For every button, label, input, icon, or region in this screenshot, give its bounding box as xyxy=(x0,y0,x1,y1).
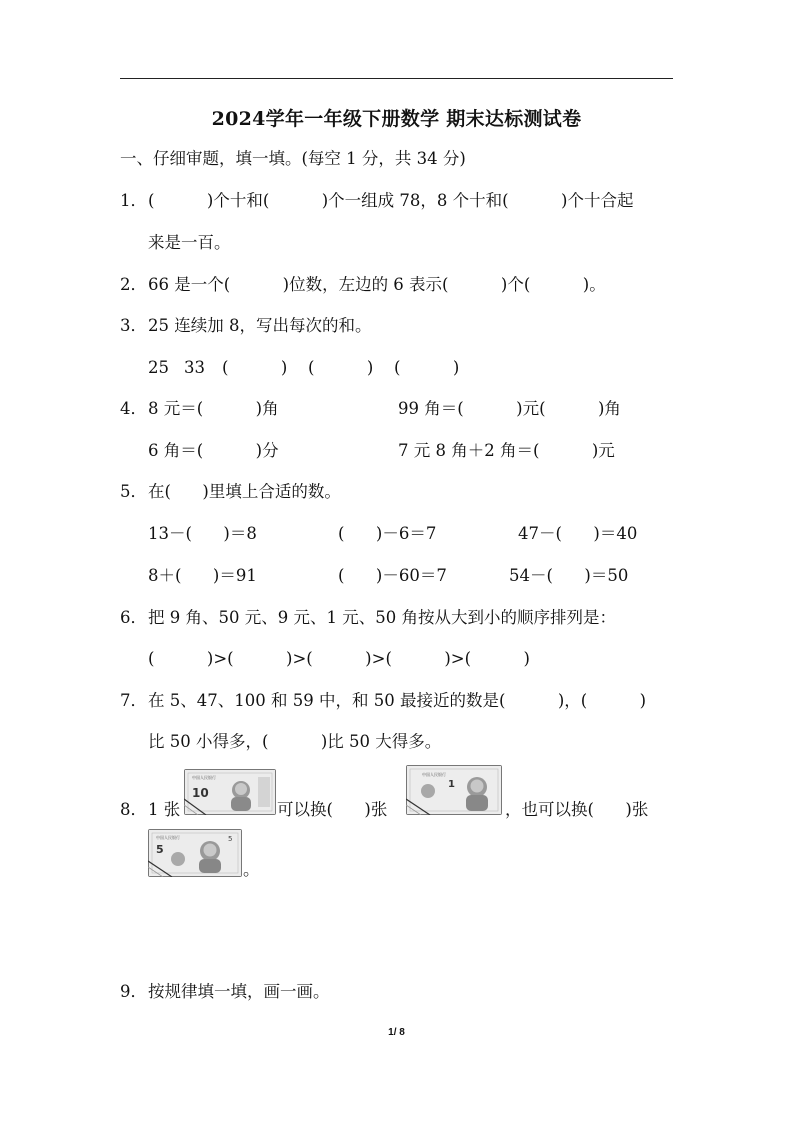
answer-blank: ( ) xyxy=(308,358,374,377)
question-text: 8 元＝( )角 xyxy=(148,399,279,418)
svg-text:5: 5 xyxy=(228,835,233,843)
question-text: 。 xyxy=(243,860,260,879)
question-text: ( )个十和( )个一组成 78，8 个十和( )个十合起 xyxy=(148,191,634,210)
question-number: 1． xyxy=(120,191,147,210)
header-rule xyxy=(120,78,673,79)
question-number: 3． xyxy=(120,316,147,335)
sequence-item: 25 xyxy=(148,358,169,377)
question-text: 66 是一个( )位数，左边的 6 表示( )个( )。 xyxy=(148,275,606,294)
sequence-item: 33 xyxy=(184,358,205,377)
equation: 8＋( )＝91 xyxy=(148,566,257,585)
five-yuan-banknote-image xyxy=(148,829,242,877)
question-text: ( )>( )>( )>( )>( ) xyxy=(148,649,530,668)
bill-denomination: 5 xyxy=(156,843,164,856)
one-yuan-banknote-image xyxy=(406,765,502,815)
question-text: 在 5、47、100 和 59 中，和 50 最接近的数是( )，( ) xyxy=(148,691,647,710)
equation: 13－( )＝8 xyxy=(148,524,257,543)
question-number: 9． xyxy=(120,982,147,1001)
equation: ( )－60＝7 xyxy=(338,566,447,585)
svg-text:中国人民银行: 中国人民银行 xyxy=(422,772,446,777)
svg-text:中国人民银行: 中国人民银行 xyxy=(156,835,180,840)
question-number: 2． xyxy=(120,275,147,294)
question-text: 1 张 xyxy=(148,800,181,819)
svg-text:中国人民银行: 中国人民银行 xyxy=(192,775,216,780)
question-text: 比 50 小得多，( )比 50 大得多。 xyxy=(148,732,442,751)
page-number: 1/ 8 xyxy=(388,1027,405,1038)
answer-blank: ( ) xyxy=(222,358,288,377)
bill-denomination: 1 xyxy=(448,779,455,790)
equation: ( )－6＝7 xyxy=(338,524,437,543)
question-text: 25 连续加 8，写出每次的和。 xyxy=(148,316,372,335)
question-text: 来是一百。 xyxy=(148,233,231,252)
page-title: 2024学年一年级下册数学 期末达标测试卷 xyxy=(211,108,582,130)
question-text: ，也可以换( )张 xyxy=(505,800,649,819)
question-number: 5． xyxy=(120,482,147,501)
question-text: 按规律填一填，画一画。 xyxy=(148,982,330,1001)
bill-denomination: 10 xyxy=(192,786,209,800)
question-text: 在( )里填上合适的数。 xyxy=(148,482,341,501)
question-text: 7 元 8 角＋2 角＝( )元 xyxy=(398,441,615,460)
question-number: 7． xyxy=(120,691,147,710)
section-heading: 一、仔细审题，填一填。(每空 1 分，共 34 分) xyxy=(120,149,466,168)
question-number: 4． xyxy=(120,399,147,418)
question-number: 8． xyxy=(120,800,147,819)
question-text: 把 9 角、50 元、9 元、1 元、50 角按从大到小的顺序排列是： xyxy=(148,608,616,627)
question-text: 可以换( )张 xyxy=(277,800,388,819)
question-number: 6． xyxy=(120,608,147,627)
equation: 54－( )＝50 xyxy=(509,566,629,585)
question-text: 99 角＝( )元( )角 xyxy=(398,399,621,418)
answer-blank: ( ) xyxy=(394,358,460,377)
equation: 47－( )＝40 xyxy=(518,524,638,543)
ten-yuan-banknote-image xyxy=(184,769,276,815)
question-text: 6 角＝( )分 xyxy=(148,441,279,460)
